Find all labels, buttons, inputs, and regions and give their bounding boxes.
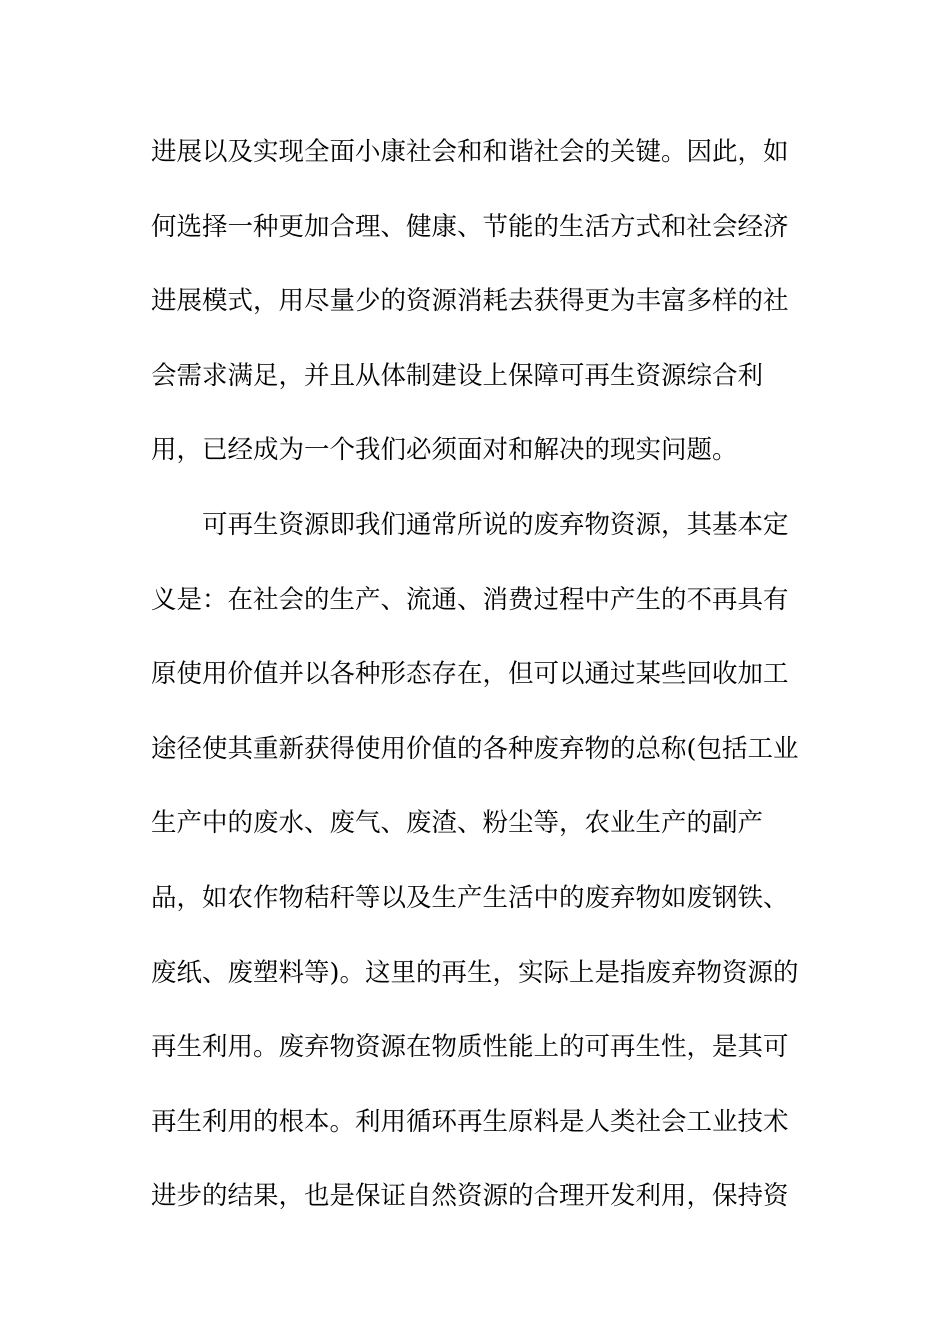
text-line: 品，如农作物秸秆等以及生产生活中的废弃物如废钢铁、 <box>151 882 789 913</box>
text-line: 进展模式，用尽量少的资源消耗去获得更为丰富多样的社 <box>151 286 789 317</box>
text-line: 会需求满足，并且从体制建设上保障可再生资源综合利 <box>151 360 764 391</box>
text-line: 途径使其重新获得使用价值的各种废弃物的总称(包括工业 <box>151 733 799 764</box>
text-line: 废纸、废塑料等)。这里的再生，实际上是指废弃物资源的 <box>151 957 799 988</box>
text-line: 进步的结果，也是保证自然资源的合理开发利用，保持资 <box>151 1181 789 1212</box>
text-line: 再生利用的根本。利用循环再生原料是人类社会工业技术 <box>151 1106 789 1137</box>
body-text <box>151 130 811 1249</box>
paragraph-first-line: 可再生资源即我们通常所说的废弃物资源，其基本定 <box>202 509 789 540</box>
text-line: 原使用价值并以各种形态存在，但可以通过某些回收加工 <box>151 659 789 690</box>
text-line: 义是：在社会的生产、流通、消费过程中产生的不再具有 <box>151 584 789 615</box>
text-line: 何选择一种更加合理、健康、节能的生活方式和社会经济 <box>151 211 789 242</box>
text-line: 再生利用。废弃物资源在物质性能上的可再生性，是其可 <box>151 1032 789 1063</box>
text-line: 进展以及实现全面小康社会和和谐社会的关键。因此，如 <box>151 137 789 167</box>
text-line: 生产中的废水、废气、废渣、粉尘等，农业生产的副产 <box>151 808 764 839</box>
text-line: 用，已经成为一个我们必须面对和解决的现实问题。 <box>151 435 738 466</box>
